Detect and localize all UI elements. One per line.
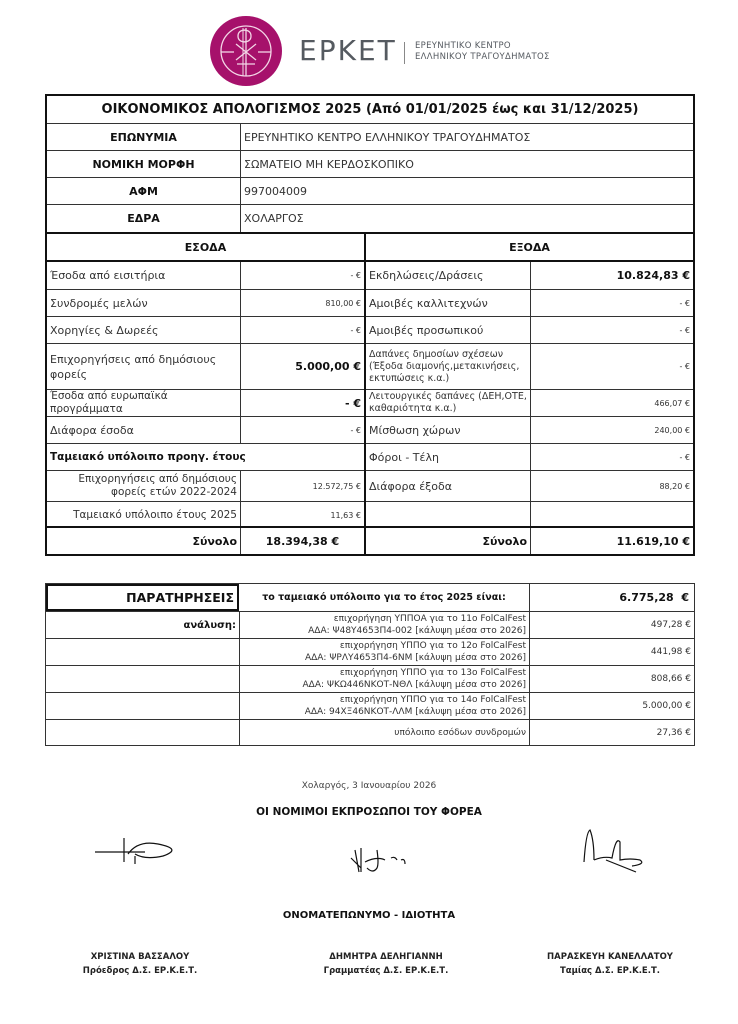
- info-label: ΑΦΜ: [129, 184, 158, 198]
- totals-row: [47, 526, 693, 554]
- logo-wordmark: ΕΡΚΕΤ: [299, 34, 397, 67]
- info-row: [47, 123, 693, 150]
- signatory-treasurer: [500, 950, 720, 978]
- remarks-title: ΠΑΡΑΤΗΡΗΣΕΙΣ: [46, 584, 239, 611]
- signature-3-icon: [580, 826, 650, 876]
- income-value: 5.000,00 €: [295, 360, 361, 373]
- report-title: ΟΙΚΟΝΟΜΙΚΟΣ ΑΠΟΛΟΓΙΣΜΟΣ 2025 (Από 01/01/2025 έως και 31/12/2025): [101, 102, 639, 117]
- logo-separator: [404, 42, 405, 64]
- expense-row: [366, 443, 693, 470]
- info-value: ΧΟΛΑΡΓΟΣ: [244, 212, 304, 225]
- section-header-row: [47, 232, 693, 260]
- expense-column: [366, 262, 693, 528]
- info-label: ΝΟΜΙΚΗ ΜΟΡΦΗ: [92, 157, 195, 171]
- prior-balance-header-row: [47, 443, 364, 470]
- income-value: - €: [350, 425, 361, 435]
- expense-label: Διάφορα έξοδα: [369, 479, 453, 493]
- remarks-item-desc: [240, 693, 529, 719]
- remarks-item-row: [46, 719, 694, 745]
- balance-label: το ταμειακό υπόλοιπο για το έτος 2025 είναι:: [262, 592, 506, 603]
- income-label: Έσοδα από ευρωπαϊκά προγράμματα: [50, 390, 168, 415]
- expense-row-empty: [366, 501, 693, 528]
- remarks-item-row: [46, 611, 694, 638]
- remarks-item-row: [46, 665, 694, 692]
- income-column: [47, 262, 364, 528]
- expense-value: - €: [679, 298, 690, 308]
- prior-balance-label: Ταμειακό υπόλοιπο προηγ. έτους: [50, 451, 246, 463]
- expense-total-value: 11.619,10 €: [616, 534, 690, 548]
- signatory-name: ΔΗΜΗΤΡΑ ΔΕΛΗΓΙΑΝΝΗ: [329, 952, 443, 962]
- income-label: Έσοδα από εισιτήρια: [50, 269, 166, 282]
- income-row: [47, 416, 364, 443]
- signatory-role: Πρόεδρος Δ.Σ. ΕΡ.Κ.Ε.Τ.: [82, 966, 198, 976]
- income-row: [47, 316, 364, 343]
- expense-row: [366, 389, 693, 416]
- expense-label: Αμοιβές καλλιτεχνών: [369, 296, 488, 310]
- organization-logo: [208, 14, 568, 90]
- prior-balance-item-value: 11,63 €: [330, 510, 361, 520]
- prior-balance-item-label: Ταμειακό υπόλοιπο έτους 2025: [73, 509, 237, 521]
- expense-row: [366, 470, 693, 501]
- representatives-title: ΟΙ ΝΟΜΙΜΟΙ ΕΚΠΡΟΣΩΠΟΙ ΤΟΥ ΦΟΡΕΑ: [256, 806, 482, 818]
- remarks-item-line1: επιχορήγηση ΥΠΠΟ για το 14ο FolCalFest: [339, 695, 526, 705]
- income-label: Επιχορηγήσεις από δημόσιους φορείς: [50, 352, 217, 381]
- info-value: 997004009: [244, 184, 307, 198]
- expense-label: Μίσθωση χώρων: [369, 423, 461, 437]
- expense-value: - €: [679, 325, 690, 335]
- remarks-item-value: 27,36 €: [656, 727, 691, 738]
- name-role-title: ΟΝΟΜΑΤΕΠΩΝΥΜΟ - ΙΔΙΟΤΗΤΑ: [282, 910, 456, 921]
- info-row: [47, 177, 693, 204]
- financial-statement-table: [45, 94, 695, 556]
- place-date: Χολαργός, 3 Ιανουαρίου 2026: [301, 781, 437, 791]
- expense-value: - €: [679, 452, 690, 462]
- income-total-value: 18.394,38 €: [265, 534, 340, 548]
- info-row: [47, 150, 693, 177]
- logo-subtitle-line2: ΕΛΛΗΝΙΚΟΥ ΤΡΑΓΟΥΔΗΜΑΤΟΣ: [415, 52, 550, 62]
- balance-value: 6.775,28 €: [619, 591, 689, 604]
- remarks-item-line2: ΑΔΑ: Ψ48Υ4653Π4-002 [κάλυψη μέσα στο 2026]: [308, 626, 526, 636]
- expense-label: Λειτουργικές δαπάνες (ΔΕΗ,ΟΤΕ, καθαριότητα κ.α.): [369, 391, 527, 414]
- income-label: Διάφορα έσοδα: [50, 423, 134, 437]
- remarks-item-line1: επιχορήγηση ΥΠΠΟΑ για το 11ο FolCalFest: [333, 614, 526, 624]
- income-label: Χορηγίες & Δωρεές: [50, 323, 159, 337]
- remarks-table: [45, 583, 695, 746]
- info-row: [47, 204, 693, 232]
- expense-header: ΕΞΟΔΑ: [509, 240, 550, 254]
- signatory-secretary: [276, 950, 496, 978]
- remarks-item-desc: υπόλοιπο εσόδων συνδρομών: [394, 727, 526, 738]
- logo-subtitle: [415, 41, 550, 63]
- report-title-row: [47, 96, 693, 123]
- expense-row: [366, 343, 693, 389]
- income-total-label: Σύνολο: [192, 534, 237, 548]
- expense-value: - €: [679, 362, 690, 371]
- expense-label: Αμοιβές προσωπικού: [369, 323, 484, 337]
- signature-1-icon: [90, 832, 190, 872]
- expense-label: Φόροι - Τέλη: [369, 450, 439, 464]
- analysis-label: ανάλυση:: [183, 619, 236, 631]
- income-row: [47, 289, 364, 316]
- remarks-item-value: 441,98 €: [650, 647, 691, 657]
- logo-emblem-icon: [210, 16, 282, 86]
- signatory-role: Ταμίας Δ.Σ. ΕΡ.Κ.Ε.Τ.: [560, 966, 660, 976]
- remarks-item-line2: ΑΔΑ: ΨΚΩ446ΝΚΟΤ-ΝΘΛ [κάλυψη μέσα στο 2026]: [302, 680, 526, 690]
- prior-balance-item-label: Επιχορηγήσεις από δημόσιους φορείς ετών 2022-2024: [78, 473, 237, 498]
- income-label: Συνδρομές μελών: [50, 296, 148, 310]
- remarks-item-row: [46, 638, 694, 665]
- expense-row: [366, 416, 693, 443]
- expense-label: Δαπάνες δημοσίων σχέσεων (Έξοδα διαμονής,μετακινήσεις, εκτυπώσεις κ.α.): [369, 348, 520, 384]
- remarks-item-value: 5.000,00 €: [642, 701, 691, 711]
- statement-body: [47, 260, 693, 526]
- remarks-item-line2: ΑΔΑ: ΨΡΛΥ4653Π4-6ΝΜ [κάλυψη μέσα στο 2026]: [304, 653, 526, 663]
- signatory-president: [30, 950, 250, 978]
- income-header: ΕΣΟΔΑ: [184, 240, 227, 254]
- income-value: 810,00 €: [325, 298, 361, 308]
- logo-subtitle-line1: ΕΡΕΥΝΗΤΙΚΟ ΚΕΝΤΡΟ: [415, 41, 511, 51]
- income-value: - €: [344, 396, 361, 410]
- income-row: [47, 389, 364, 416]
- remarks-item-desc: [240, 612, 529, 638]
- income-value: - €: [350, 325, 361, 335]
- signatory-role: Γραμματέας Δ.Σ. ΕΡ.Κ.Ε.Τ.: [323, 966, 449, 976]
- remarks-item-line1: επιχορήγηση ΥΠΠΟ για το 13ο FolCalFest: [339, 668, 526, 678]
- remarks-header-row: [46, 584, 694, 611]
- remarks-item-row: [46, 692, 694, 719]
- expense-total-label: Σύνολο: [482, 534, 527, 548]
- income-value: - €: [350, 271, 361, 280]
- remarks-item-desc: [240, 639, 529, 665]
- divider: [530, 502, 531, 528]
- expense-row: [366, 316, 693, 343]
- remarks-item-line1: επιχορήγηση ΥΠΠΟ για το 12ο FolCalFest: [339, 641, 526, 651]
- expense-label: Εκδηλώσεις/Δράσεις: [369, 269, 484, 282]
- info-label: ΕΠΩΝΥΜΙΑ: [110, 130, 177, 144]
- info-value: ΣΩΜΑΤΕΙΟ ΜΗ ΚΕΡΔΟΣΚΟΠΙΚΟ: [244, 157, 414, 171]
- signatory-name: ΠΑΡΑΣΚΕΥΗ ΚΑΝΕΛΛΑΤΟΥ: [547, 952, 673, 962]
- signature-2-icon: [345, 840, 425, 876]
- remarks-item-line2: ΑΔΑ: 94ΧΞ46ΝΚΟΤ-ΛΛΜ [κάλυψη μέσα στο 2026]: [304, 707, 526, 717]
- expense-value: 10.824,83 €: [616, 269, 690, 282]
- expense-value: 240,00 €: [654, 425, 690, 435]
- prior-balance-row: [47, 470, 364, 501]
- remarks-item-value: 497,28 €: [650, 620, 691, 630]
- info-label: ΕΔΡΑ: [127, 212, 160, 225]
- prior-balance-row: [47, 501, 364, 528]
- remarks-item-desc: [240, 666, 529, 692]
- expense-row: [366, 262, 693, 289]
- prior-balance-item-value: 12.572,75 €: [312, 481, 361, 491]
- remarks-item-value: 808,66 €: [650, 674, 691, 684]
- info-value: ΕΡΕΥΝΗΤΙΚΟ ΚΕΝΤΡΟ ΕΛΛΗΝΙΚΟΥ ΤΡΑΓΟΥΔΗΜΑΤΟΣ: [244, 130, 531, 144]
- expense-value: 466,07 €: [654, 398, 690, 408]
- expense-row: [366, 289, 693, 316]
- signatory-name: ΧΡΙΣΤΙΝΑ ΒΑΣΣΑΛΟΥ: [90, 952, 190, 962]
- income-row: [47, 262, 364, 289]
- income-row: [47, 343, 364, 389]
- expense-value: 88,20 €: [659, 481, 690, 491]
